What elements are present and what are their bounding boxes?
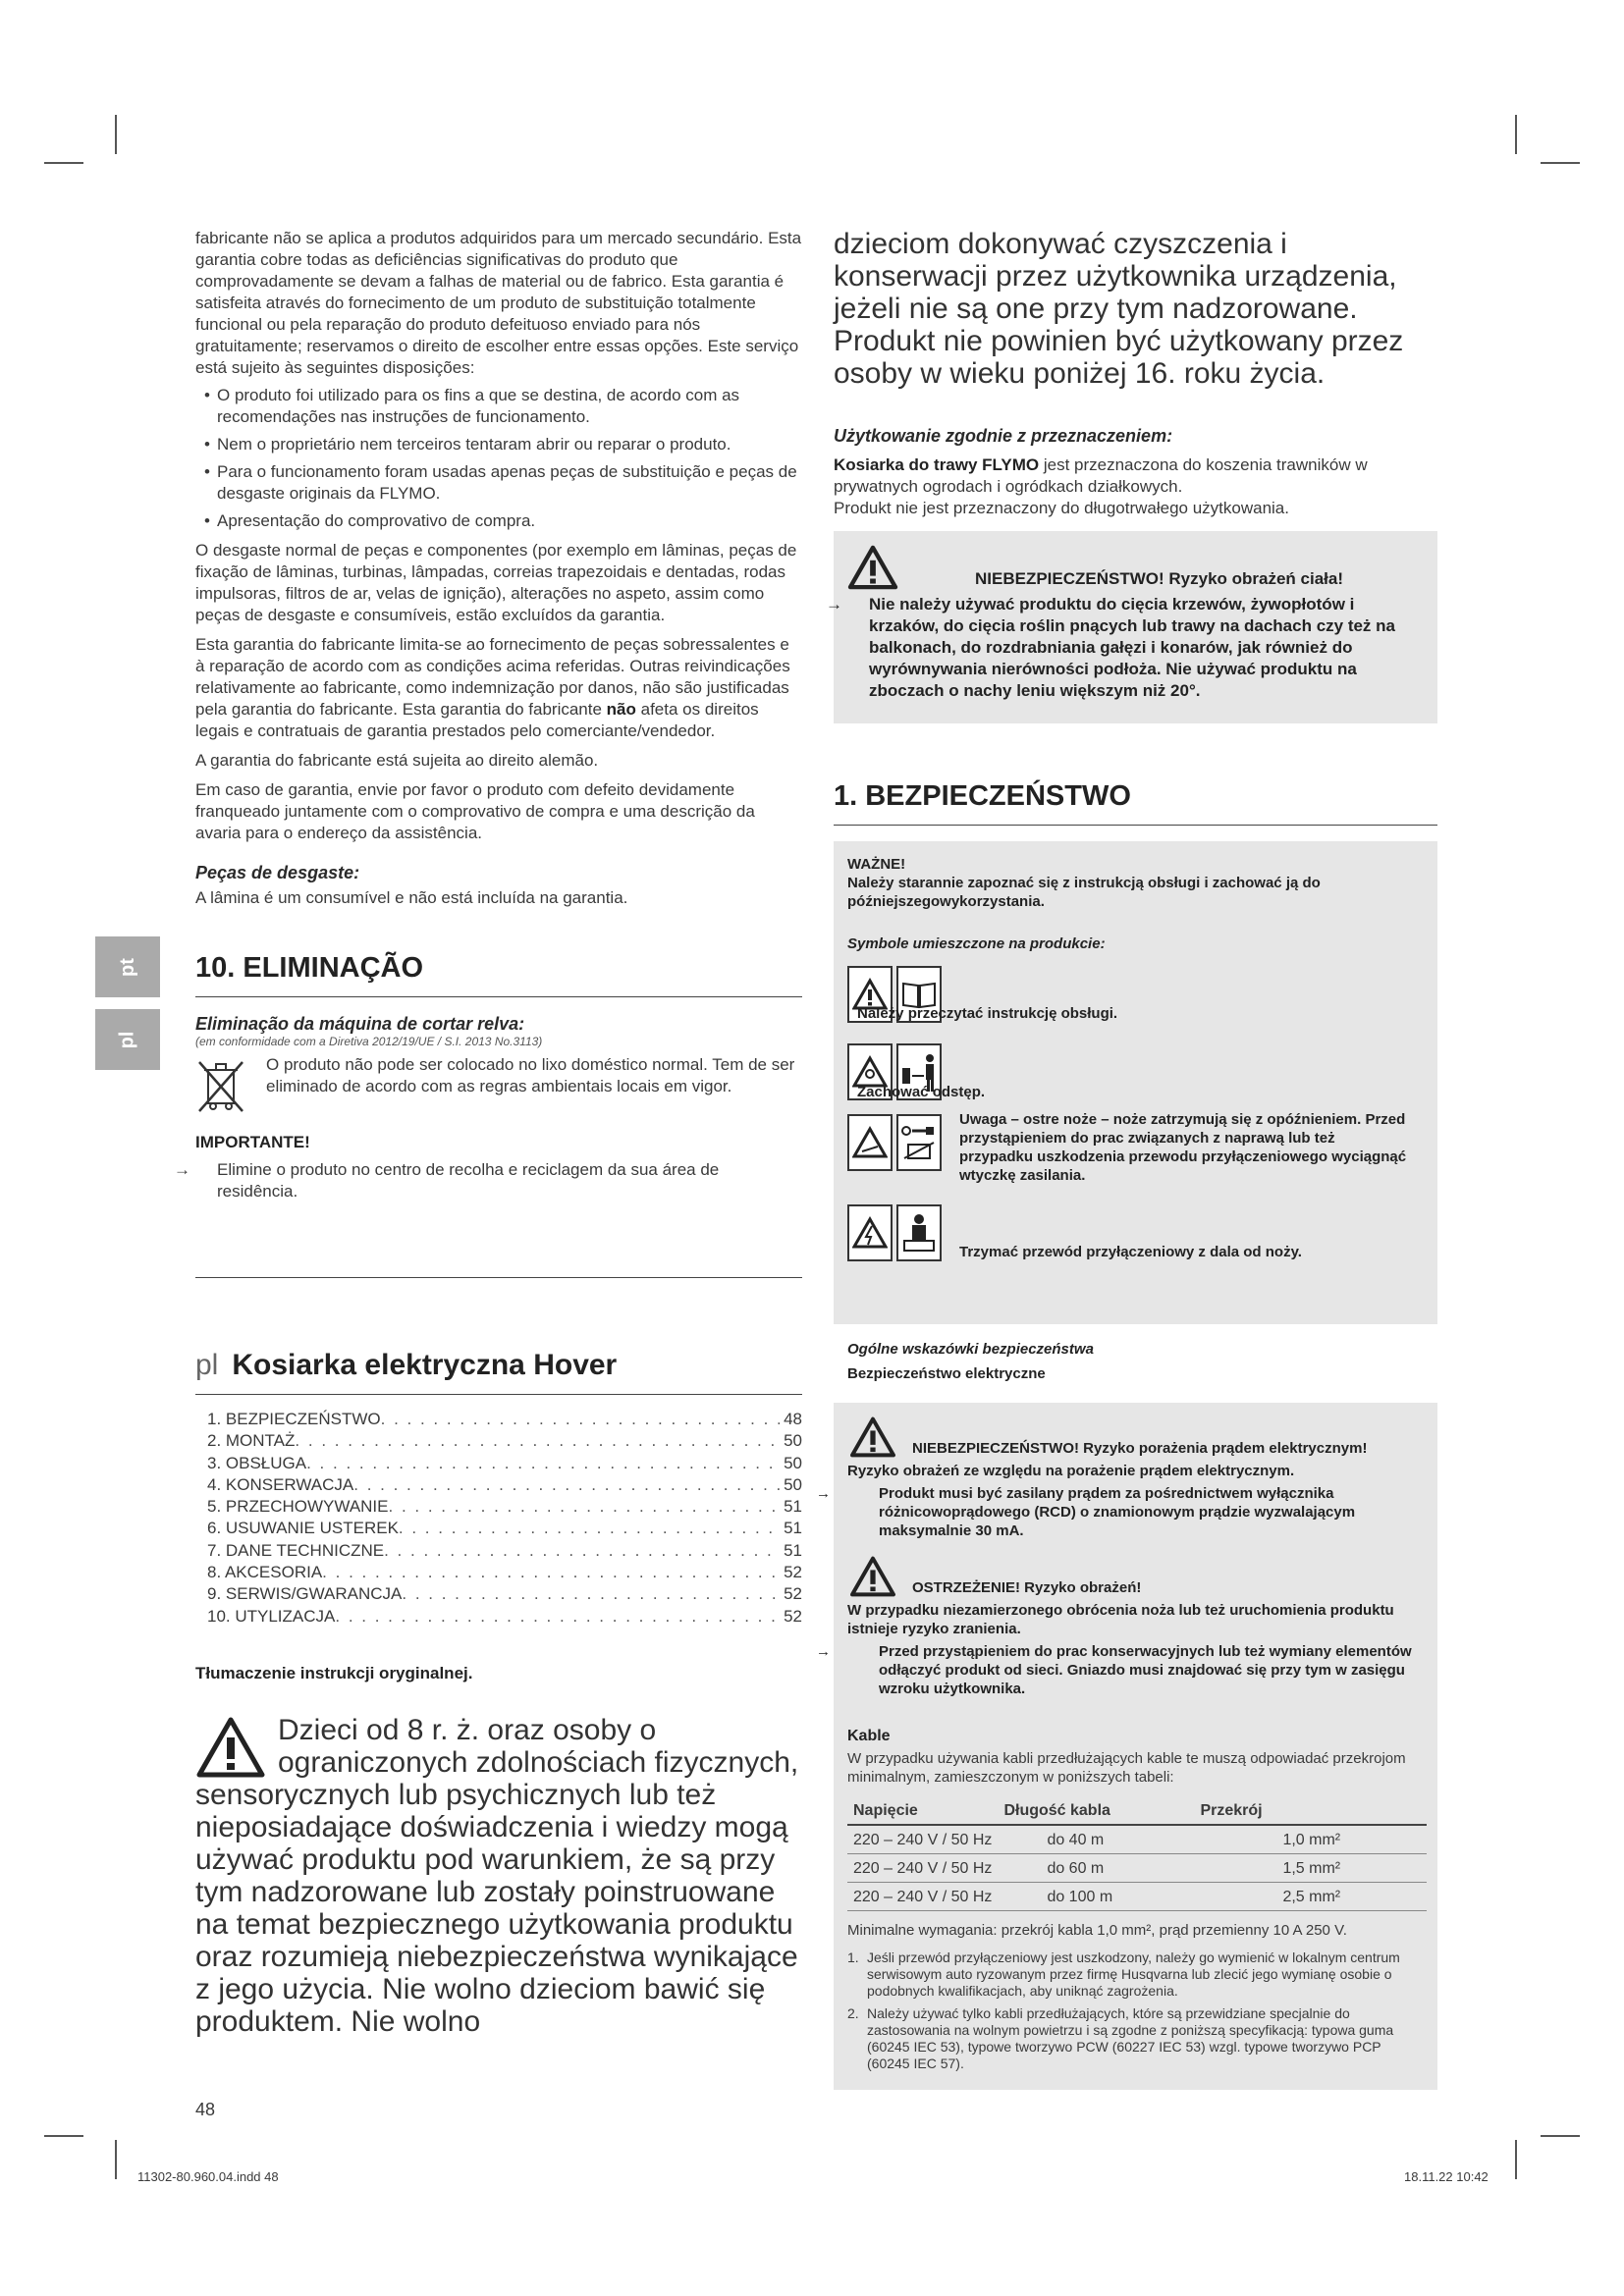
danger-text: → Nie należy używać produktu do cięcia krzewów, żywopłotów i krzaków, do cięcia roślin pnących lub trawy na dachach czy też na balkonach, do rozdrabniania gałęzi i konarów, jak również do wyrównywania nierówności podłoża. Nie używać produktu na zboczach o nachy leniu większym niż 20°. <box>826 595 1395 700</box>
symbols-heading: Symbole umieszczone na produkcie: <box>847 935 1106 952</box>
toc-item[interactable]: 6. USUWANIE USTEREK . . . 51 <box>207 1518 802 1539</box>
left-column <box>174 228 802 2038</box>
arrow-right-icon: → <box>826 595 842 614</box>
wear-parts-text: A lâmina é um consumível e não está incluída na garantia. <box>195 888 628 907</box>
intended-use-text-2: Produkt nie jest przeznaczony do długotrwałego użytkowania. <box>834 499 1289 517</box>
right-column <box>816 228 1437 2090</box>
min-requirements: Minimalne wymagania: przekrój kabla 1,0 mm², prąd przemienny 10 A 250 V. <box>847 1922 1347 1939</box>
wazne-label: WAŻNE! <box>847 856 906 873</box>
warning-triangle-icon <box>195 1716 266 1779</box>
crop-mark <box>1515 115 1517 154</box>
crop-mark <box>1515 2140 1517 2179</box>
danger-title: NIEBEZPIECZEŃSTWO! Ryzyko obrażeń ciała! <box>975 569 1344 588</box>
electrical-safety-heading: Bezpieczeństwo elektryczne <box>847 1365 1046 1382</box>
arrow-right-icon: → <box>174 1160 190 1179</box>
warning-triangle-icon <box>847 545 898 590</box>
table-row: 220 – 240 V / 50 Hz do 100 m 2,5 mm² <box>847 1883 1427 1911</box>
list-item: • O produto foi utilizado para os fins a que se destina, de acordo com as recomendações nas instruções de funcionamento. <box>195 385 802 428</box>
toc-item[interactable]: 10. UTYLIZACJA . . . 52 <box>207 1606 802 1628</box>
table-row: 220 – 240 V / 50 Hz do 40 m 1,0 mm² <box>847 1825 1427 1854</box>
cables-heading: Kable <box>847 1728 891 1744</box>
symbol-read-manual: Należy przeczytać instrukcję obsługi. <box>847 965 1117 1023</box>
safety-box <box>834 841 1437 1324</box>
divider <box>195 1394 802 1395</box>
danger2-title: NIEBEZPIECZEŃSTWO! Ryzyko porażenia prądem elektrycznym! <box>912 1440 1368 1457</box>
cables-text: W przypadku używania kabli przedłużających kable te muszą odpowiadać przekrojom minimalnym, zamieszczonym w poniższych tabeli: <box>847 1750 1406 1786</box>
disposal-text: O produto não pode ser colocado no lixo doméstico normal. Tem de ser eliminado de acordo com as regras ambientais locais em vigor. <box>266 1055 795 1095</box>
table-of-contents <box>195 1409 802 1628</box>
symbol-keep-distance: Zachować odstęp. <box>847 1041 985 1101</box>
cable-table <box>847 1796 1427 1911</box>
warning-bullet: → Przed przystąpieniem do prac konserwacyjnych lub też wymiany elementów odłączyć produkt od sieci. Gniazdo musi znajdować się przy tym w zasięgu wzroku użytkownika. <box>816 1643 1412 1697</box>
warranty-send-paragraph: Em caso de garantia, envie por favor o produto com defeito devidamente franqueado juntamente com o comprovativo de compra e uma descrição da avaria para o endereço da assistência. <box>195 780 755 842</box>
warranty-conditions-list <box>195 385 802 532</box>
unplug-icon <box>896 1114 942 1171</box>
disposal-block <box>195 1054 802 1120</box>
toc-item[interactable]: 9. SERWIS/GWARANCJA . . . 52 <box>207 1583 802 1605</box>
electric-shock-warning-icon <box>847 1204 893 1261</box>
list-item: 2. Należy używać tylko kabli przedłużających, które są przewidziane specjalnie do zastosowania na wolnym powietrzu i są zgodne z poniższą specyfikacją: typowa guma (60245 IEC 53), typowe tworzywo PCW (60227 IEC 53) wzgl. typowe tworzywo PCP (60245 IEC 57). <box>847 2005 1394 2071</box>
arrow-right-icon: → <box>816 1643 831 1660</box>
symbol-cable-away: Trzymać przewód przyłączeniowy z dala od noży. <box>847 1204 1302 1261</box>
toc-item[interactable]: 5. PRZECHOWYWANIE . . . 51 <box>207 1496 802 1518</box>
warning-title: OSTRZEŻENIE! Ryzyko obrażeń! <box>912 1579 1142 1596</box>
mower-cable-icon <box>896 1204 942 1261</box>
warranty-law-paragraph: A garantia do fabricante está sujeita ao direito alemão. <box>195 751 599 770</box>
page-number: 48 <box>195 2100 216 2119</box>
crop-mark <box>115 2140 117 2179</box>
children-warning: Dzieci od 8 r. ż. oraz osoby o ograniczonych zdolnościach fizycznych, sensorycznych lub psychicznych lub też nieposiadające doświadczenia i wiedzy mogą używać produktu pod warunkiem, że są przy tym nadzorowane lub zostały poinstruowane na temat bezpiecznego użytkowania produktu oraz rozumieją niebezpieczeństwa wynikające z jego użycia. Nie wolno dzieciom bawić się produktem. Nie wolno <box>195 1713 799 2038</box>
crop-mark <box>44 162 83 164</box>
children-warning-continued: dzieciom dokonywać czyszczenia i konserwacji przez użytkownika urządzenia, jeżeli nie są one przy tym nadzorowane. Produkt nie powinien być użytkowany przez osoby w wieku poniżej 16. roku życia. <box>834 228 1404 390</box>
sharp-blade-warning-icon <box>847 1114 893 1171</box>
danger2-bullet: → Produkt musi być zasilany prądem za pośrednictwem wyłącznika różnicowoprądowego (RCD) o znamionowym prądzie wyzwalającym maksymalnie 30 mA. <box>816 1485 1356 1539</box>
important-label: IMPORTANTE! <box>195 1133 310 1151</box>
cable-notes <box>847 1949 1424 2072</box>
crop-mark <box>1541 162 1580 164</box>
section-10-title: 10. ELIMINAÇÃO <box>195 952 802 997</box>
crop-mark <box>1541 2135 1580 2137</box>
disposal-directive: (em conformidade com a Diretiva 2012/19/UE / S.I. 2013 No.3113) <box>195 1035 543 1048</box>
wear-exclusion-paragraph: O desgaste normal de peças e componentes (por exemplo em lâminas, peças de fixação de lâminas, turbinas, lâmpadas, correias trapezoidais e dentadas, rodas impulsoras, filtros de ar, velas de ignição), alterações no aspeto, assim como peças de desgaste e consumíveis, estão excluídos da garantia. <box>195 541 797 624</box>
divider <box>195 1277 802 1278</box>
arrow-right-icon: → <box>816 1485 831 1502</box>
weee-bin-icon <box>195 1054 266 1120</box>
toc-item[interactable]: 4. KONSERWACJA . . . 50 <box>207 1474 802 1496</box>
danger-box <box>826 531 1437 723</box>
danger2-line: Ryzyko obrażeń ze względu na porażenie prądem elektrycznym. <box>847 1463 1295 1479</box>
wear-parts-heading: Peças de desgaste: <box>195 863 360 882</box>
important-text: → Elimine o produto no centro de recolha e reciclagem da sua área de residência. <box>174 1160 720 1201</box>
intended-use-text: Kosiarka do trawy FLYMO jest przeznaczona do koszenia trawników w prywatnych ogrodach i ogródkach działkowych. <box>834 455 1368 496</box>
warning-triangle-icon <box>847 1556 898 1597</box>
intended-use-heading: Użytkowanie zgodnie z przeznaczeniem: <box>834 426 1173 446</box>
toc-item[interactable]: 8. AKCESORIA . . . 52 <box>207 1562 802 1583</box>
manual-title: pl Kosiarka elektryczna Hover <box>195 1349 618 1381</box>
toc-item[interactable]: 7. DANE TECHNICZNE . . . 51 <box>207 1540 802 1562</box>
table-header-row: Napięcie Długość kabla Przekrój <box>847 1796 1427 1825</box>
general-safety-heading: Ogólne wskazówki bezpieczeństwa <box>847 1341 1094 1358</box>
toc-item[interactable]: 1. BEZPIECZEŃSTWO . . . 48 <box>207 1409 802 1430</box>
list-item: • Para o funcionamento foram usadas apenas peças de substituição e peças de desgaste originais da FLYMO. <box>195 461 802 505</box>
translation-note: Tłumaczenie instrukcji oryginalnej. <box>195 1663 473 1682</box>
warranty-intro: fabricante não se aplica a produtos adquiridos para um mercado secundário. Esta garantia cobre todas as deficiências significativas do produto que comprovadamente se devam a falhas de material ou de fabrico. Esta garantia é satisfeita através do fornecimento de um produto de substituição totalmente funcional ou pela reparação do produto defeituoso enviado para nós gratuitamente; reservamos o direito de escolher entre essas opções. Este serviço está sujeito às seguintes disposições: <box>195 229 802 377</box>
toc-item[interactable]: 3. OBSŁUGA . . . 50 <box>207 1453 802 1474</box>
footer-file: 11302-80.960.04.indd 48 <box>137 2169 279 2184</box>
section-1-title: 1. BEZPIECZEŃSTWO <box>834 780 1437 826</box>
lang-tab-pl[interactable]: pl <box>95 1009 160 1070</box>
disposal-heading: Eliminação da máquina de cortar relva: <box>195 1014 525 1034</box>
list-item: • Apresentação do comprovativo de compra. <box>195 510 802 532</box>
footer-date: 18.11.22 10:42 <box>1404 2169 1489 2184</box>
list-item: • Nem o proprietário nem terceiros tentaram abrir ou reparar o produto. <box>195 434 802 455</box>
warning-line: W przypadku niezamierzonego obrócenia noża lub też uruchomienia produktu istnieje ryzyko zranienia. <box>847 1602 1394 1637</box>
crop-mark <box>115 115 117 154</box>
electric-danger-box <box>816 1403 1437 2090</box>
crop-mark <box>44 2135 83 2137</box>
table-row: 220 – 240 V / 50 Hz do 60 m 1,5 mm² <box>847 1854 1427 1883</box>
warranty-limit-paragraph: Esta garantia do fabricante limita-se ao fornecimento de peças sobressalentes e à reparação de acordo com as condições acima referidas. Outras reivindicações relativamente ao fabricante, como indemnização por danos, não são justificadas pela garantia do fabricante. Esta garantia do fabricante não afeta os direitos legais e contratuais de garantia prestados pelo comerciante/vendedor. <box>195 635 790 740</box>
warning-triangle-icon <box>847 1416 898 1458</box>
toc-item[interactable]: 2. MONTAŻ . . . 50 <box>207 1430 802 1452</box>
list-item: 1. Jeśli przewód przyłączeniowy jest uszkodzony, należy go wymienić w lokalnym centrum serwisowym auto ryzowanym przez firmę Husqvarna lub zlecić jego wymianę osobie o podobnych kwalifikacjach, aby uniknąć zagrożenia. <box>847 1949 1400 1999</box>
wazne-text: Należy starannie zapoznać się z instrukcją obsługi i zachować ją do późniejszegowykorzystania. <box>847 875 1321 910</box>
lang-tab-pt[interactable]: pt <box>95 936 160 997</box>
symbol-sharp-blades: Uwaga – ostre noże – noże zatrzymują się z opóźnieniem. Przed przystąpieniem do prac związanych z naprawą lub też przypadku uszkodzenia przewodu przyłączeniowego wyciągnąć wtyczkę zasilania. <box>847 1114 1411 1185</box>
